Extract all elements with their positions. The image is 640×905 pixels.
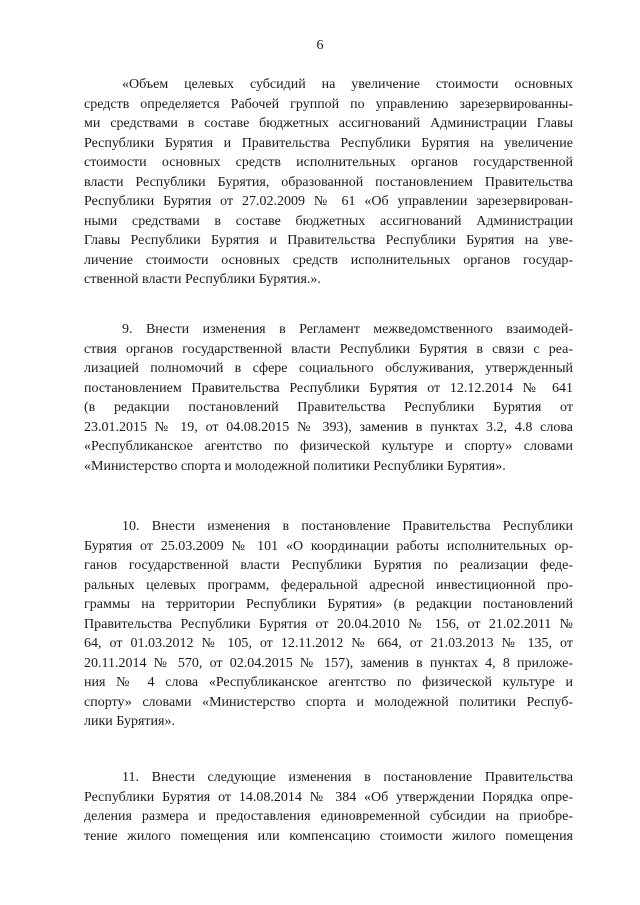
text-line: 10. Внести изменения в постановление Правительства Республики <box>122 519 573 534</box>
text-line: 20.11.2014 № 570, от 02.04.2015 № 157), заменив в пунктах 4, 8 приложе- <box>84 655 573 671</box>
text-line: (в редакции постановлений Правительства Республики Бурятия от <box>84 400 573 415</box>
text-line: власти Республики Бурятия, образованной постановлением Правительства <box>84 174 573 190</box>
text-line: Республики Бурятия от 27.02.2009 № 61 «Об управлении зарезервирован- <box>84 194 573 209</box>
page-number: 6 <box>316 38 324 53</box>
text-line: ми средствами в составе бюджетных ассигнований Администрации Главы <box>84 116 573 131</box>
text-line: спорту» словами «Министерство спорта и молодежной политики Респуб- <box>84 694 573 710</box>
text-line: лики Бурятия». <box>84 714 175 729</box>
text-line: Республики Бурятия от 14.08.2014 № 384 «Об утверждении Порядка опре- <box>84 789 573 805</box>
text-line: деления размера и предоставления единовременной субсидии на приобре- <box>84 809 573 824</box>
text-line: личение стоимости основных средств исполнительных органов государ- <box>84 252 573 268</box>
text-line: «Республиканское агентство по физической культуре и спорту» словами <box>84 439 573 454</box>
text-line: 9. Внести изменения в Регламент межведомственного взаимодей- <box>122 322 573 337</box>
paragraph-quote <box>84 75 573 290</box>
text-line: граммы на территории Республики Бурятия» (в редакции постановлений <box>84 597 573 612</box>
text-line: ральных целевых программ, федеральной адресной инвестиционной про- <box>84 577 573 593</box>
text-line: Бурятия от 25.03.2009 № 101 «О координации работы исполнительных ор- <box>84 538 573 554</box>
text-line: 23.01.2015 № 19, от 04.08.2015 № 393), заменив в пунктах 3.2, 4.8 слова <box>84 419 573 435</box>
text-line: Главы Республики Бурятия и Правительства Республики Бурятия на уве- <box>84 233 573 248</box>
paragraph-item-9 <box>84 320 573 476</box>
text-line: стоимости основных средств исполнительных органов государственной <box>84 155 573 170</box>
text-line: ния № 4 слова «Республиканское агентство по физической культуре и <box>84 675 573 690</box>
text-line: ными средствами в составе бюджетных ассигнований Администрации <box>84 213 573 229</box>
text-line: ственной власти Республики Бурятия.». <box>84 272 321 287</box>
text-line: Правительства Республики Бурятия от 20.04.2010 № 156, от 21.02.2011 № <box>84 616 573 632</box>
text-line: 11. Внести следующие изменения в постановление Правительства <box>122 770 573 785</box>
text-line: средств определяется Рабочей группой по управлению зарезервированны- <box>84 96 573 112</box>
text-line: ганов государственной власти Республики Бурятия по реализации феде- <box>84 558 573 573</box>
paragraph-item-10 <box>84 517 573 732</box>
text-line: постановлением Правительства Республики Бурятия от 12.12.2014 № 641 <box>84 380 573 396</box>
text-line: «Объем целевых субсидий на увеличение стоимости основных <box>122 77 573 92</box>
text-line: ствия органов государственной власти Республики Бурятия в связи с реа- <box>84 341 573 357</box>
text-line: «Министерство спорта и молодежной политики Республики Бурятия». <box>84 458 506 474</box>
text-line: 64, от 01.03.2012 № 105, от 12.11.2012 № 664, от 21.03.2013 № 135, от <box>84 636 573 651</box>
text-line: лизацией полномочий в сфере социального обслуживания, утвержденный <box>84 361 573 376</box>
text-line: Республики Бурятия и Правительства Республики Бурятия на увеличение <box>84 135 573 151</box>
text-line: тение жилого помещения или компенсацию стоимости жилого помещения <box>84 828 573 844</box>
paragraph-item-11 <box>84 768 573 846</box>
